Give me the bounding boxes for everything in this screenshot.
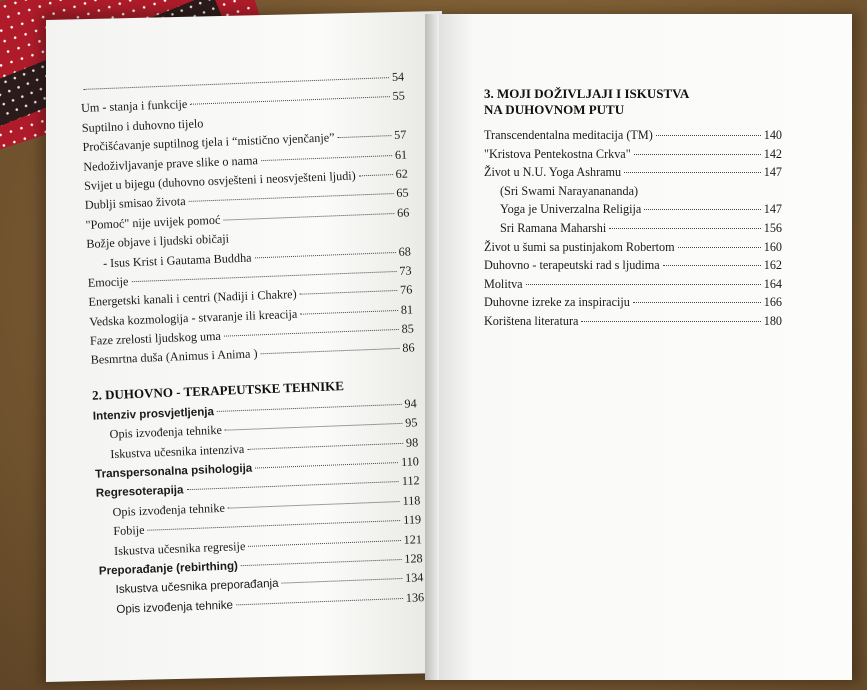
toc-entry: Opis izvođenja tehnike 95 [109,415,418,442]
dot-leader [190,97,389,106]
dot-leader [255,252,396,258]
toc-entry: Dublji smisao života 65 [84,185,409,213]
dot-leader [633,302,761,303]
toc-entry: Regresoterapija 112 [95,473,420,501]
toc-entry: Intenziv prosvjetljenja 94 [92,396,417,423]
dot-leader [581,321,760,322]
right-page-toc [484,86,782,331]
left-page-toc [80,68,424,620]
dot-leader [186,481,398,490]
dot-leader [236,598,403,605]
dot-leader [609,228,760,229]
toc-entry: Iskustva učesnika intenziva 98 [110,434,419,461]
toc-entry: Iskustva učesnika preporađanja 134 [115,570,424,597]
dot-leader [300,290,398,295]
dot-leader [83,77,389,90]
toc-entry: Emocije 73 [87,263,412,290]
toc-entry: Preporađanje (rebirthing) 128 [98,551,423,578]
toc-entry: "Kristova Pentekostna Crkva" 142 [484,146,782,161]
toc-entry: Pročišćavanje suptilnog tjela i “mistično vjenčanje” 57 [82,127,407,155]
dot-leader [261,155,392,161]
toc-entry: Nedoživljavanje prave slike o nama 61 [83,147,408,174]
dot-leader [247,443,403,450]
toc-entry: Sri Ramana Maharshi 156 [500,220,782,235]
toc-entry: Besmrtna duša (Animus i Anima ) 86 [90,340,415,368]
dot-leader [225,423,402,431]
dot-leader [217,404,402,412]
toc-entry: Opis izvođenja tehnike 118 [112,493,421,519]
dot-leader [131,271,396,282]
dot-leader [189,193,394,202]
dot-leader [147,520,400,531]
dot-leader [228,501,400,509]
toc-entry: Um - stanja i funkcije 55 [80,88,406,116]
toc-entry: Transcendentalna meditacija (TM) 140 [484,128,782,142]
dot-leader [255,462,398,468]
toc-entry: 54 [80,68,405,100]
toc-entry: "Pomoć" nije uvijek pomoć 66 [85,205,410,232]
section-3-title-line-1: 3. MOJI DOŽIVLJAJI I ISKUSTVA [484,86,690,101]
toc-entry: Faze zrelosti ljudskog uma 85 [89,321,415,348]
section-2-title: 2. DUHOVNO - TERAPEUTSKE TEHNIKE [91,377,345,403]
toc-entry: Yoga je Univerzalna Religija 147 [500,202,782,217]
toc-entry: Korištena literatura 180 [484,313,782,328]
dot-leader [248,540,400,547]
dot-leader [300,310,398,315]
dot-leader [634,154,761,155]
section-3-title-line-2: NA DUHOVNOM PUTU [484,102,625,117]
dot-leader [223,213,394,221]
dot-leader [282,578,403,584]
dot-leader [663,265,761,266]
toc-entry: Vedska kozmologija - stvaranje ili kreacija 81 [89,302,414,329]
toc-entry: (Sri Swami Narayanananda) [500,183,639,198]
toc-entry: Svijet u bijegu (duhovno osvješteni i neosvješteni ljudi) 62 [83,166,409,193]
toc-entry: Duhovne izreke za inspiraciju 166 [484,295,782,310]
dot-leader [261,348,400,354]
toc-entry: Transpersonalna psihologija 110 [94,454,420,481]
dot-leader [241,559,401,566]
toc-entry: Suptilno i duhovno tijelo [81,116,204,135]
toc-entry: Fobije 119 [113,512,422,539]
dot-leader [359,174,393,176]
toc-entry: Opis izvođenja tehnike 136 [116,589,425,616]
toc-entry: - Isus Krist i Gautama Buddha 68 [102,243,412,270]
dot-leader [338,135,392,138]
dot-leader [656,135,761,136]
dot-leader [678,247,761,248]
toc-entry: Božje objave i ljudski običaji [86,231,230,251]
toc-entry: Molitva 164 [484,276,782,291]
dot-leader [644,209,760,210]
dot-leader [224,329,399,337]
toc-entry: Iskustva učesnika regresije 121 [113,531,423,558]
dot-leader [526,284,761,285]
toc-entry: Energetski kanali i centri (Nadiji i Chakre) 76 [88,282,413,310]
toc-entry: Duhovno - terapeutski rad s ljudima 162 [484,258,782,273]
book-gutter [425,14,439,680]
toc-entry: Život u šumi sa pustinjakom Robertom 160 [484,239,782,254]
dot-leader [624,172,761,173]
toc-entry: Život u N.U. Yoga Ashramu 147 [484,165,782,180]
